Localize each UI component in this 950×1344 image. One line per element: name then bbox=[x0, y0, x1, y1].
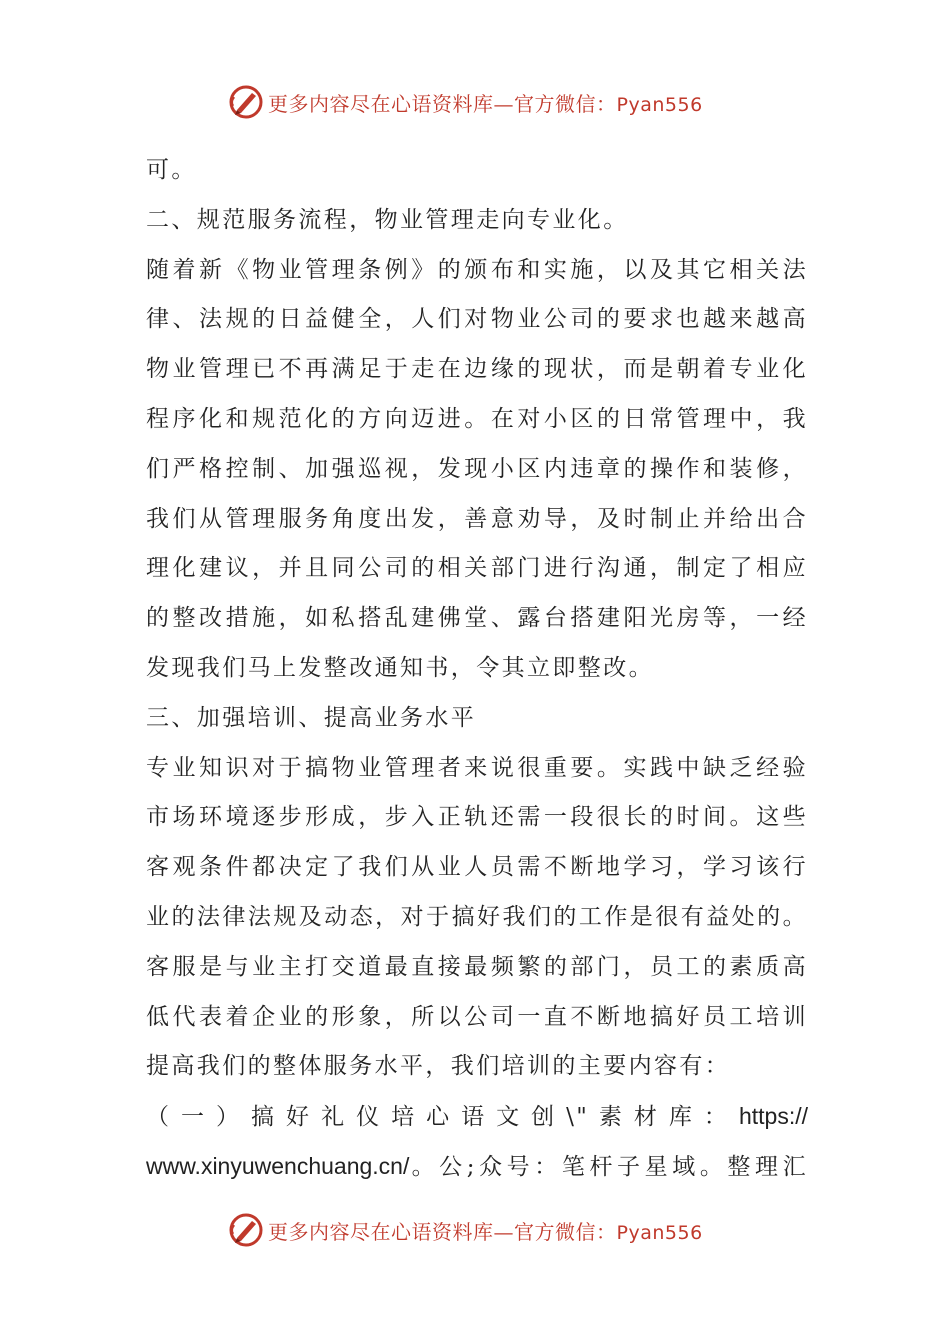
text-line: 律、法规的日益健全，人们对物业公司的要求也越来越高 bbox=[146, 306, 808, 333]
text-line: 客服是与业主打交道最直接最频繁的部门，员工的素质高 bbox=[146, 953, 808, 980]
text-line: 们严格控制、加强巡视，发现小区内违章的操作和装修， bbox=[146, 455, 808, 482]
url-part-1[interactable]: https:// bbox=[738, 1103, 808, 1130]
text-line: 二、规范服务流程，物业管理走向专业化。 bbox=[146, 206, 629, 233]
pen-logo-icon bbox=[228, 1212, 264, 1248]
text-line: 可。 bbox=[146, 157, 197, 183]
text-line: 程序化和规范化的方向迈进。在对小区的日常管理中，我 bbox=[146, 405, 808, 432]
header-wechat-handle: Pyan556 bbox=[616, 93, 703, 116]
text-line: 三、加强培训、提高业务水平 bbox=[146, 704, 477, 731]
footer-wechat-handle: Pyan556 bbox=[616, 1221, 703, 1244]
text-line: 发现我们马上发整改通知书，令其立即整改。 bbox=[146, 654, 654, 681]
text-line: 物业管理已不再满足于走在边缘的现状，而是朝着专业化 bbox=[146, 356, 808, 383]
footer-banner bbox=[228, 1210, 728, 1250]
text-line: 市场环境逐步形成，步入正轨还需一段很长的时间。这些 bbox=[146, 804, 808, 831]
header-banner bbox=[228, 82, 728, 122]
text-line: 业的法律法规及动态，对于搞好我们的工作是很有益处的。 bbox=[146, 903, 808, 930]
text-line: 提高我们的整体服务水平，我们培训的主要内容有： bbox=[146, 1053, 731, 1080]
text-line: 的整改措施，如私搭乱建佛堂、露台搭建阳光房等，一经 bbox=[146, 605, 808, 632]
text-line: 随着新《物业管理条例》的颁布和实施，以及其它相关法 bbox=[146, 256, 808, 283]
link-line-2 bbox=[146, 1142, 808, 1192]
link-line-1 bbox=[146, 1092, 808, 1142]
footer-site-text: 更多内容尽在心语资料库—官方微信： bbox=[268, 1219, 617, 1244]
header-site-text: 更多内容尽在心语资料库—官方微信： bbox=[268, 91, 617, 116]
pen-logo-icon bbox=[228, 84, 264, 120]
url-part-2[interactable]: www.xinyuwenchuang.cn/ bbox=[146, 1152, 410, 1179]
text-line: 专业知识对于搞物业管理者来说很重要。实践中缺乏经验 bbox=[146, 754, 808, 781]
text-line: 理化建议，并且同公司的相关部门进行沟通，制定了相应 bbox=[146, 555, 808, 582]
link-line-2-suffix: 。公;众号：笔杆子星域。整理汇 bbox=[409, 1153, 808, 1180]
text-line: 低代表着企业的形象，所以公司一直不断地搞好员工培训 bbox=[146, 1003, 808, 1030]
footer-banner-text bbox=[268, 1216, 703, 1245]
text-line: 客观条件都决定了我们从业人员需不断地学习，学习该行 bbox=[146, 854, 808, 881]
document-body bbox=[146, 146, 808, 1192]
link-line-1-prefix: （一）搞好礼仪培心语文创\"素材库： bbox=[146, 1104, 739, 1131]
text-line: 我们从管理服务角度出发，善意劝导，及时制止并给出合 bbox=[146, 505, 808, 532]
header-banner-text bbox=[268, 88, 703, 117]
